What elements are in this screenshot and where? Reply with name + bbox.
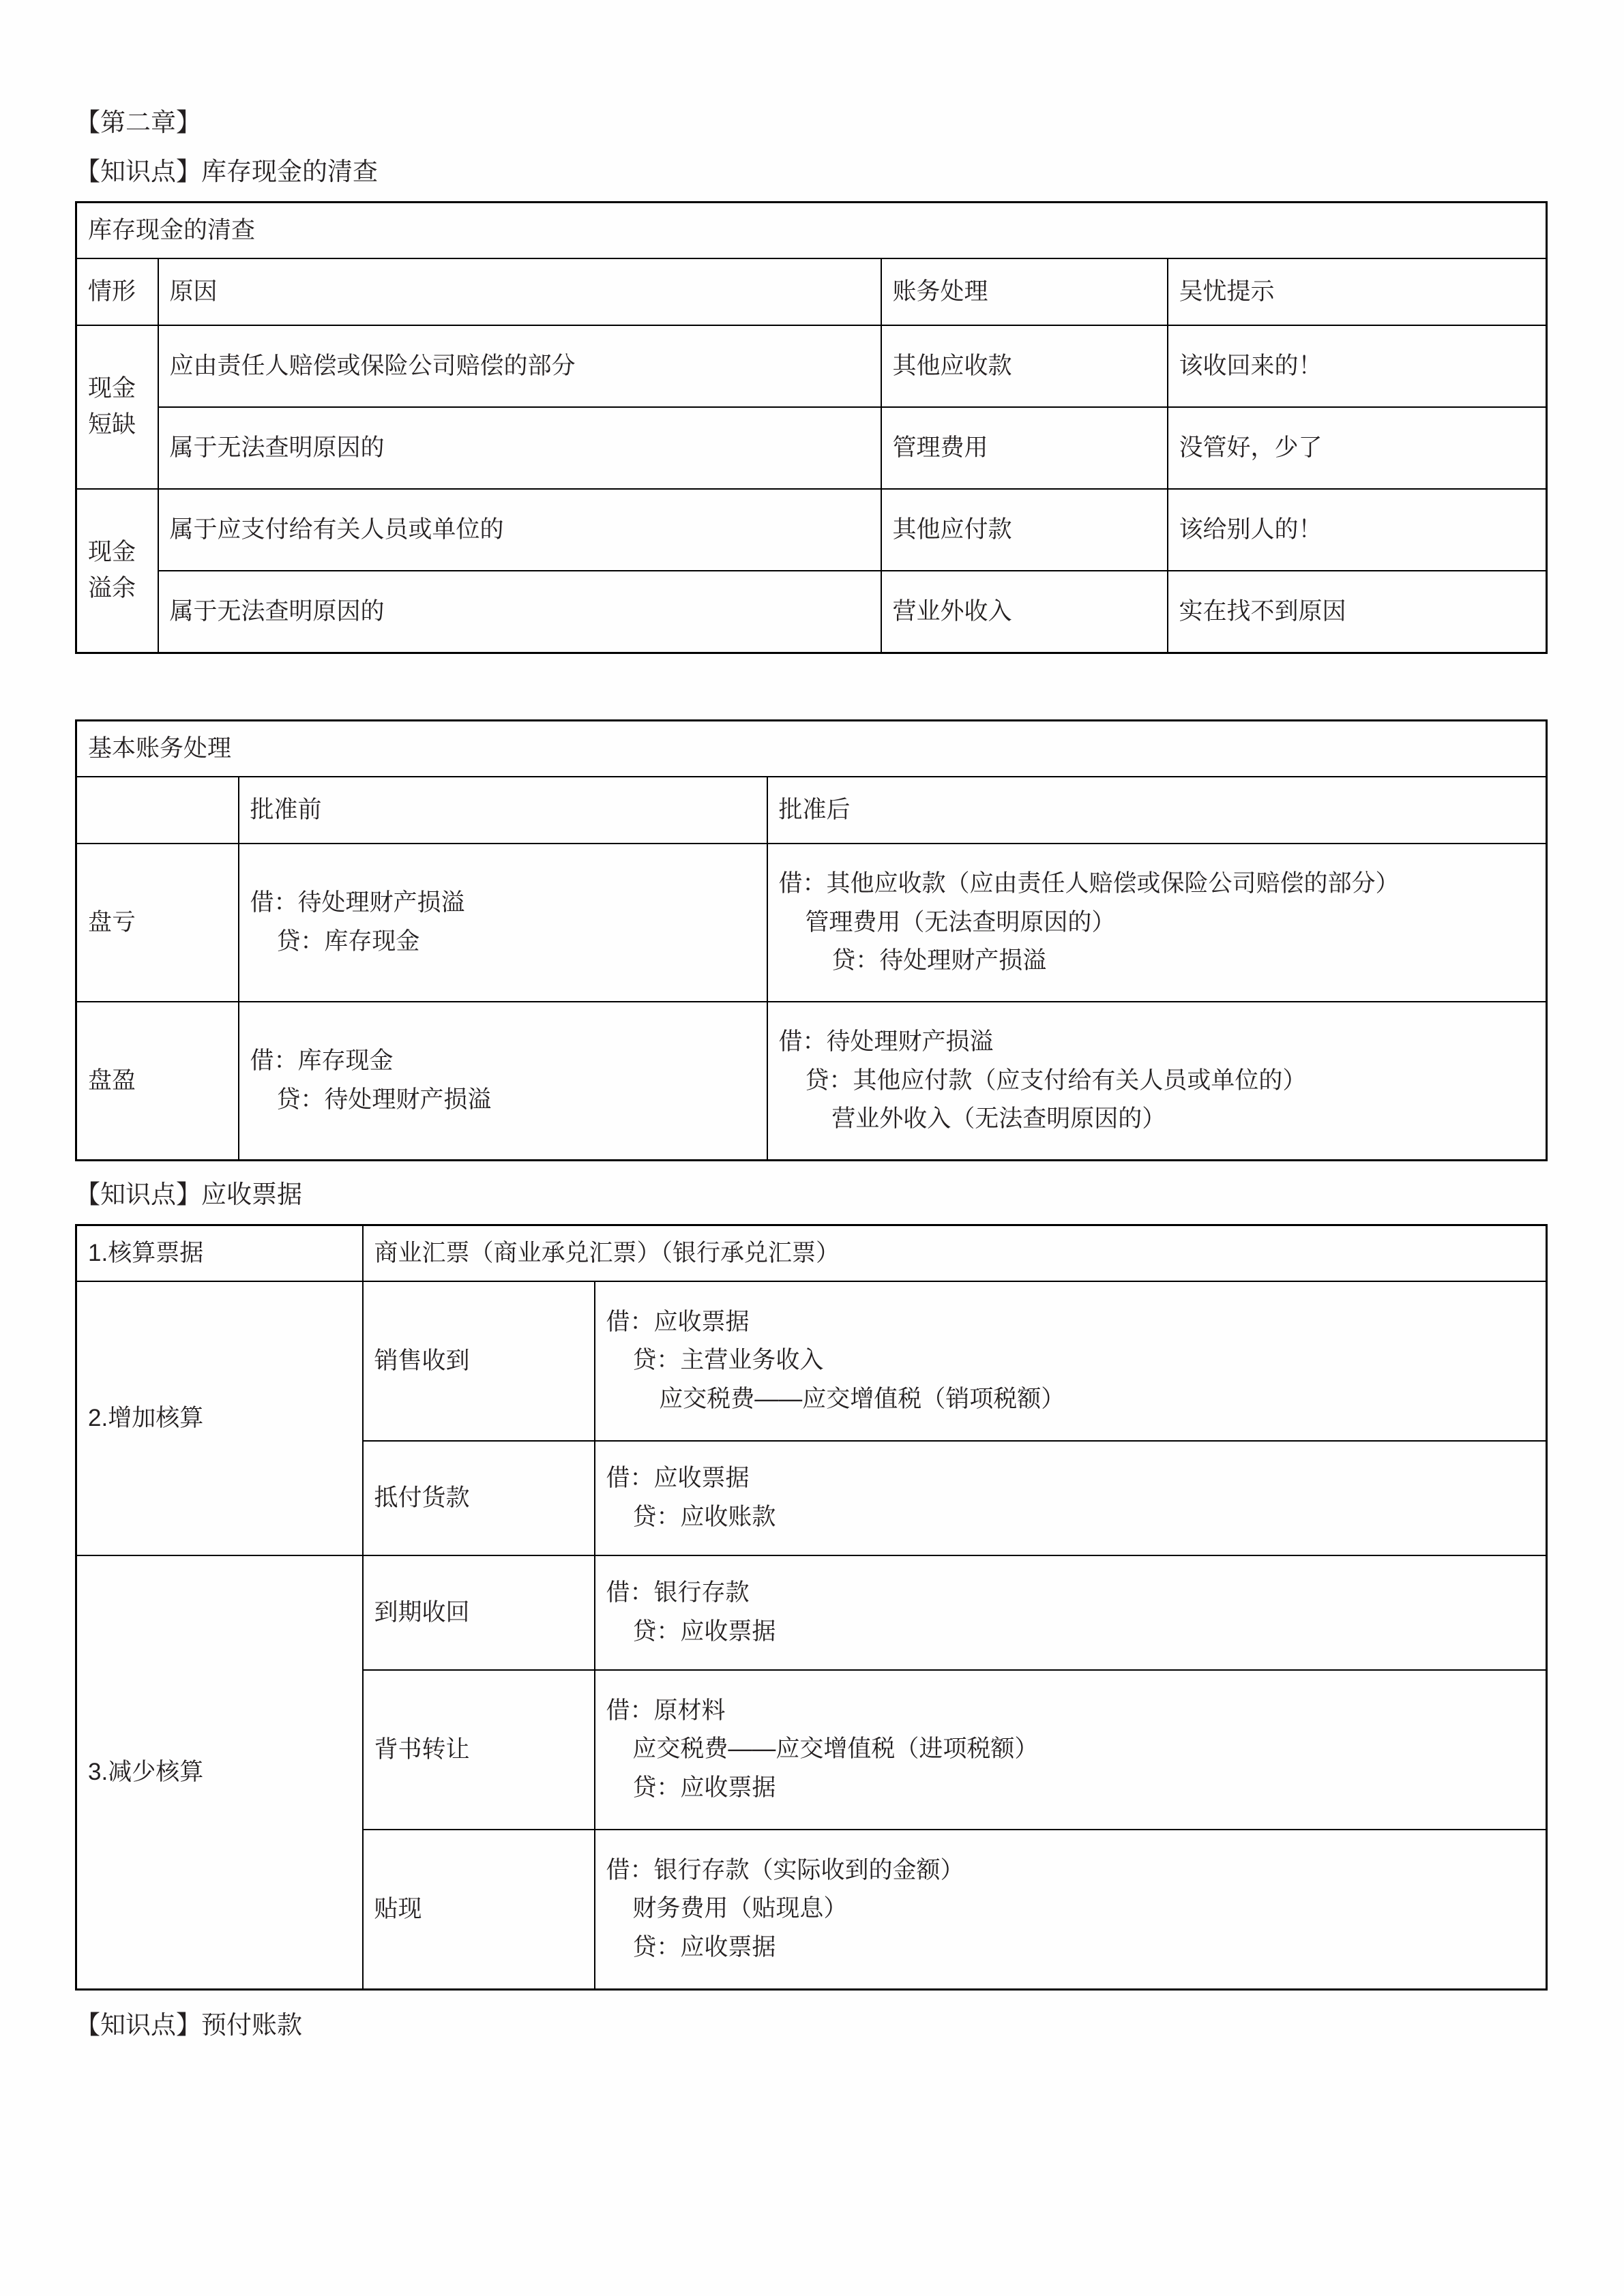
table-row [76,844,1547,1002]
nr-item-entry [595,1441,1547,1555]
knowledge-point-2-heading: 【知识点】应收票据 [75,1180,302,1208]
table-row [76,1555,1547,1670]
entry-label-shortfall: 盘亏 [76,844,239,1002]
entry-line: 应交税费——应交增值税（销项税额） [606,1386,1065,1413]
entry-line: 贷：应收票据 [606,1774,776,1802]
entry-line: 贷：应收票据 [606,1934,776,1961]
table-title: 基本账务处理 [76,720,1547,777]
treatment-cell: 营业外收入 [881,571,1168,653]
entry-line: 营业外收入（无法查明原因的） [778,1105,1166,1133]
nr-label-increase-accounting: 2.增加核算 [76,1281,363,1555]
table-row [76,1225,1547,1281]
treatment-cell: 管理费用 [881,407,1168,489]
nr-item-entry [595,1830,1547,1990]
entry-line: 借：应收票据 [606,1465,750,1492]
nr-item-name: 销售收到 [363,1281,595,1441]
entry-line: 贷：库存现金 [250,927,420,955]
reason-cell: 属于应支付给有关人员或单位的 [158,489,881,571]
table-notes-receivable [75,1224,1548,1991]
column-header-reason: 原因 [158,258,881,325]
entry-line: 借：原材料 [606,1697,726,1724]
nr-item-name: 贴现 [363,1830,595,1990]
nr-item-entry [595,1670,1547,1830]
entry-line: 借：应收票据 [606,1308,750,1335]
knowledge-point-1-heading: 【知识点】库存现金的清查 [75,157,378,185]
spacer [75,688,1546,719]
entry-line: 借：待处理财产损溢 [778,1028,994,1055]
table-header-row [76,258,1547,325]
entry-line: 贷：应收票据 [606,1617,776,1645]
column-header-treatment: 账务处理 [881,258,1168,325]
tip-cell: 该给别人的！ [1168,489,1547,571]
entry-after-approval [767,844,1547,1002]
table-title: 库存现金的清查 [76,202,1547,258]
entry-line: 财务费用（贴现息） [606,1895,848,1922]
nr-item-entry [595,1281,1547,1441]
situation-label-line2: 短缺 [88,411,136,438]
knowledge-point-3-heading: 【知识点】预付账款 [75,2010,302,2039]
tip-cell: 没管好，少了 [1168,407,1547,489]
nr-item-name: 背书转让 [363,1670,595,1830]
column-header-before-approval: 批准前 [239,777,767,844]
table-row [76,720,1547,777]
column-header-after-approval: 批准后 [767,777,1547,844]
reason-cell: 属于无法查明原因的 [158,571,881,653]
table-row [76,407,1547,489]
nr-item-name: 抵付货款 [363,1441,595,1555]
spacer [75,654,1546,688]
situation-label-line2: 溢余 [88,574,136,601]
nr-item-name: 到期收回 [363,1555,595,1670]
chapter-heading: 【第二章】 [75,108,201,136]
entry-before-approval [239,844,767,1002]
entry-line: 借：银行存款（实际收到的金额） [606,1856,964,1883]
page-content [75,0,1546,2042]
table-cash-check [75,201,1548,654]
entry-line: 借：待处理财产损溢 [250,889,465,916]
entry-line: 贷：应收账款 [606,1503,776,1530]
entry-before-approval [239,1002,767,1161]
tip-cell: 实在找不到原因 [1168,571,1547,653]
entry-line: 应交税费——应交增值税（进项税额） [606,1735,1039,1763]
entry-line: 借：其他应收款（应由责任人赔偿或保险公司赔偿的部分） [778,869,1400,897]
nr-value-accounting-instrument: 商业汇票（商业承兑汇票）（银行承兑汇票） [363,1225,1547,1281]
entry-line: 借：银行存款 [606,1579,750,1607]
table-row [76,571,1547,653]
table-row [76,489,1547,571]
nr-label-decrease-accounting: 3.减少核算 [76,1555,363,1990]
table-row [76,1281,1547,1441]
entry-label-overage: 盘盈 [76,1002,239,1161]
reason-cell: 属于无法查明原因的 [158,407,881,489]
entry-line: 管理费用（无法查明原因的） [778,908,1116,936]
table-row [76,202,1547,258]
entry-line: 贷：待处理财产损溢 [250,1086,492,1113]
treatment-cell: 其他应付款 [881,489,1168,571]
nr-label-accounting-instrument: 1.核算票据 [76,1225,363,1281]
reason-cell: 应由责任人赔偿或保险公司赔偿的部分 [158,325,881,407]
situation-cash-shortage [76,325,158,489]
column-header-situation: 情形 [76,258,158,325]
entry-after-approval [767,1002,1547,1161]
treatment-cell: 其他应收款 [881,325,1168,407]
column-header-blank [76,777,239,844]
tip-cell: 该收回来的！ [1168,325,1547,407]
table-row [76,325,1547,407]
nr-item-entry [595,1555,1547,1670]
situation-label-line1: 现金 [88,375,136,402]
table-basic-entries [75,719,1548,1161]
table-row [76,1002,1547,1161]
situation-label-line1: 现金 [88,539,136,566]
entry-line: 贷：其他应付款（应支付给有关人员或单位的） [778,1067,1307,1094]
situation-cash-overage [76,489,158,653]
entry-line: 贷：待处理财产损溢 [778,947,1047,974]
entry-line: 借：库存现金 [250,1047,394,1075]
table-header-row [76,777,1547,844]
column-header-tip: 吴忧提示 [1168,258,1547,325]
entry-line: 贷：主营业务收入 [606,1347,824,1374]
